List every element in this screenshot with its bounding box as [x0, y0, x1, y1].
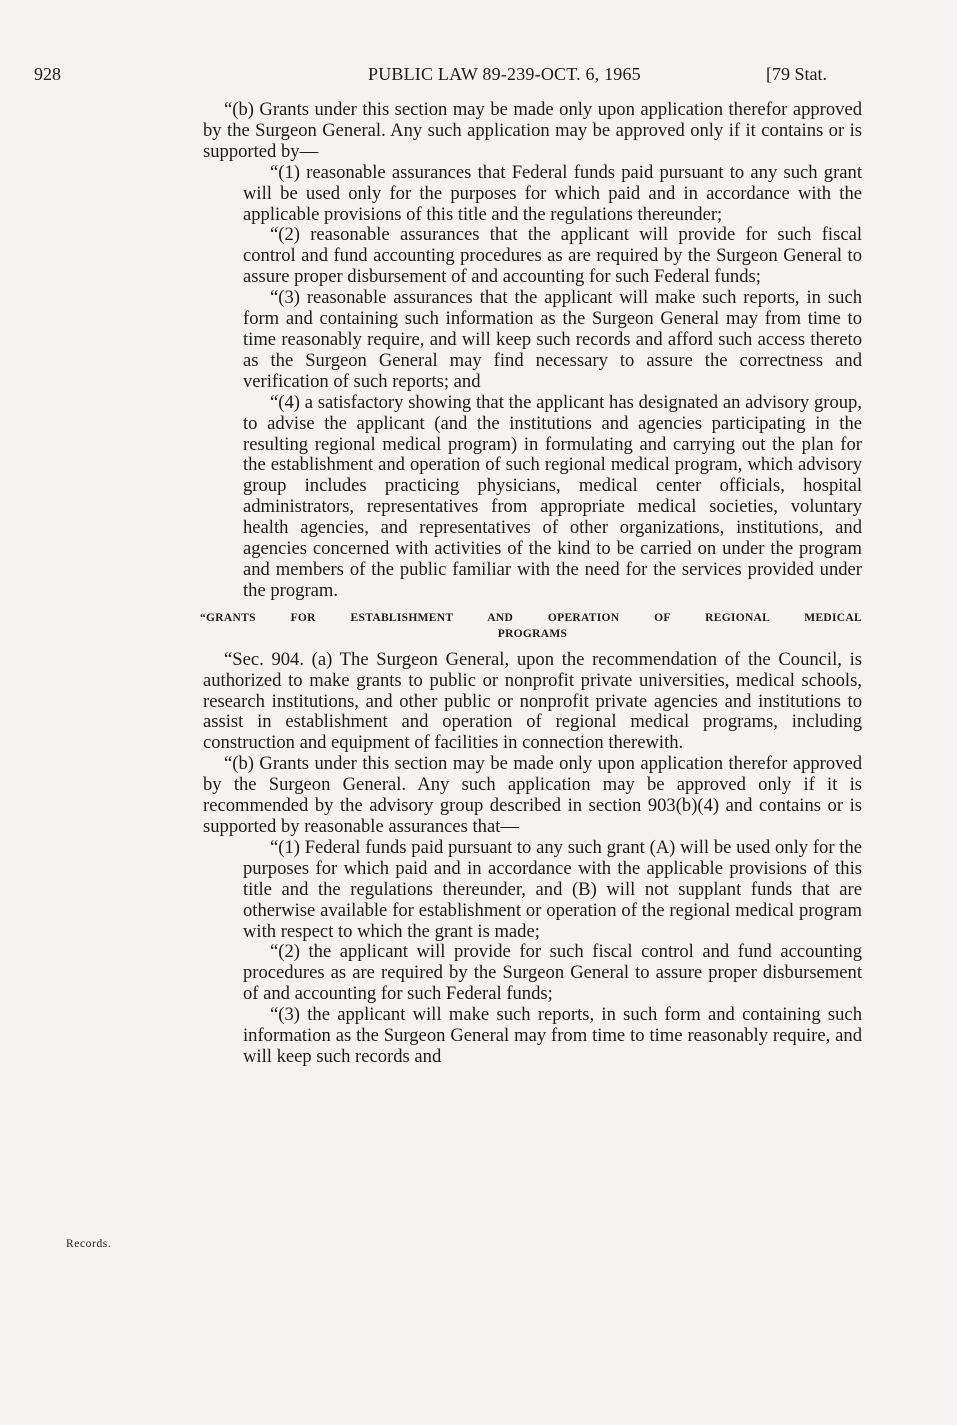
- page-number: 928: [34, 64, 61, 84]
- paragraph-b: “(b) Grants under this section may be made only upon application therefor approved by the Surgeon General. Any such application may be approved only if it contains or is supported by—: [203, 99, 862, 162]
- section-heading-line-2: PROGRAMS: [497, 627, 568, 640]
- clause-904-1: “(1) Federal funds paid pursuant to any such grant (A) will be used only for the purposes for which paid and in accordance with the applicable provisions of this title and the regulations thereunder, and (B) will not supplant funds that are otherwise available for establishment or operation of the regional medical program with respect to which the grant is made;: [243, 836, 862, 942]
- clause-904-2: “(2) the applicant will provide for such fiscal control and fund accounting procedures as are required by the Surgeon General to assure proper disbursement of and accounting for such Federal funds;: [243, 941, 862, 1005]
- section-904-a: “Sec. 904. (a) The Surgeon General, upon the recommendation of the Council, is authorized to make grants to public or nonprofit private universities, medical schools, research institutions, and other public or nonprofit private agencies and institutions to assist in establishment and operation of regional medical programs, including construction and equipment of facilities in connection therewith.: [203, 648, 862, 754]
- margin-note-records: Records.: [66, 1238, 112, 1250]
- running-title: PUBLIC LAW 89-239-OCT. 6, 1965: [368, 64, 641, 84]
- section-heading-line-1: “GRANTS FOR ESTABLISHMENT AND OPERATION OF REGIONAL MEDICAL: [200, 611, 862, 624]
- clause-3: “(3) reasonable assurances that the applicant will make such reports, in such form and containing such information as the Surgeon General may from time to time reasonably require, and will keep such records and afford such access thereto as the Surgeon General may find necessary to assure the correctness and verification of such reports; and: [243, 287, 862, 392]
- clause-1: “(1) reasonable assurances that Federal funds paid pursuant to any such grant will be used only for the purposes for which paid and in accordance with the applicable provisions of this title and the regulations thereunder;: [243, 161, 862, 225]
- body-text: [200, 99, 862, 1068]
- section-heading: [200, 610, 862, 642]
- statute-reference: [79 Stat.: [766, 64, 827, 84]
- section-904-b: “(b) Grants under this section may be made only upon application therefor approved by the Surgeon General. Any such application may be approved only if it is recommended by the advisory group described in section 903(b)(4) and contains or is supported by reasonable assurances that—: [203, 753, 862, 837]
- clause-2: “(2) reasonable assurances that the applicant will provide for such fiscal control and fund accounting procedures as are required by the Surgeon General to assure proper disbursement of and accounting for such Federal funds;: [243, 224, 862, 288]
- clause-904-3: “(3) the applicant will make such reports, in such form and containing such information as the Surgeon General may from time to time reasonably require, and will keep such records and: [243, 1004, 862, 1067]
- page-header: [0, 64, 957, 90]
- clause-4: “(4) a satisfactory showing that the applicant has designated an advisory group, to advise the applicant (and the institutions and agencies participating in the resulting regional medical program) in formulating and carrying out the plan for the establishment and operation of such regional medical program, which advisory group includes practicing physicians, medical center officials, hospital administrators, representatives from appropriate medical societies, voluntary health agencies, and representatives of other organizations, institutions, and agencies concerned with activities of the kind to be carried on under the program and members of the public familiar with the need for the services provided under the program.: [243, 391, 862, 601]
